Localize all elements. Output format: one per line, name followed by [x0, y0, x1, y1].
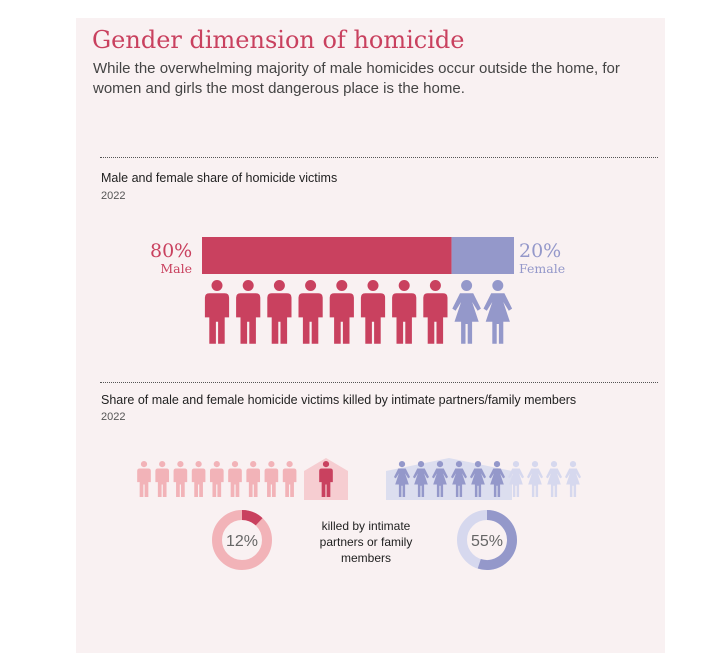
female-victim-icon — [546, 461, 562, 497]
male-victim-icon-head — [287, 461, 293, 467]
male-person-icon-head — [368, 280, 379, 291]
male-victim-icon-head — [141, 461, 147, 467]
male-person-icon-head — [274, 280, 285, 291]
male-person-icon-body — [330, 293, 354, 344]
male-person-icon-body — [236, 293, 260, 344]
male-person-icon — [423, 280, 447, 344]
section1-title: Male and female share of homicide victims — [101, 171, 338, 185]
male-victim-home-icon-head — [323, 461, 329, 467]
female-person-icon-body — [484, 293, 513, 344]
male-victim-icon — [228, 461, 242, 497]
male-victim-icon-body — [192, 468, 206, 497]
male-victim-icon-body — [210, 468, 224, 497]
section2-title: Share of male and female homicide victims killed by intimate partners/family members — [101, 393, 577, 407]
male-victim-icon — [137, 461, 151, 497]
male-person-icon-head — [430, 280, 441, 291]
male-person-icon — [205, 280, 229, 344]
male-person-icon-body — [392, 293, 416, 344]
female-victim-icon-body — [565, 468, 581, 497]
male-victim-icon-head — [159, 461, 165, 467]
section1-year: 2022 — [101, 190, 126, 202]
female-victim-home-icon-head — [437, 461, 443, 467]
male-person-icon-head — [305, 280, 316, 291]
female-victim-icon — [565, 461, 581, 497]
female-share-value: 20% — [519, 240, 562, 262]
male-person-icon-head — [336, 280, 347, 291]
female-victim-icon-head — [570, 461, 576, 467]
section2-year: 2022 — [101, 411, 126, 423]
female-donut-label: 55% — [470, 533, 504, 550]
male-victim-icon — [155, 461, 169, 497]
male-person-icon-head — [243, 280, 254, 291]
female-person-icon — [484, 280, 513, 344]
female-victim-home-icon-head — [494, 461, 500, 467]
male-person-icon-head — [399, 280, 410, 291]
male-person-icon — [299, 280, 323, 344]
female-person-icon-head — [461, 280, 472, 291]
female-victim-home-icon-head — [418, 461, 424, 467]
male-donut-arc — [242, 515, 259, 522]
male-victim-icon-body — [265, 468, 279, 497]
female-victim-home-icon-head — [475, 461, 481, 467]
male-victim-icon-head — [196, 461, 202, 467]
male-donut-label: 12% — [225, 533, 259, 550]
female-victim-icon-head — [551, 461, 557, 467]
female-victim-home-icon-head — [456, 461, 462, 467]
male-person-icon-body — [205, 293, 229, 344]
male-share-value: 80% — [150, 240, 193, 262]
male-victim-icon — [283, 461, 297, 497]
center-caption: killed by intimate partners or family members — [319, 519, 413, 565]
female-person-icon-head — [492, 280, 503, 291]
page-subtitle: While the overwhelming majority of male homicides occur outside the home, for women and girls the most dangerous place is the home. — [93, 60, 620, 97]
female-victim-icon — [527, 461, 543, 497]
male-victim-icon-head — [232, 461, 238, 467]
page-title: Gender dimension of homicide — [92, 26, 465, 54]
female-victim-icon-head — [513, 461, 519, 467]
bar-female — [452, 237, 514, 274]
male-person-icon — [330, 280, 354, 344]
male-victim-icon-body — [283, 468, 297, 497]
male-victim-icon-head — [214, 461, 220, 467]
male-person-icon — [267, 280, 291, 344]
male-victim-icon — [192, 461, 206, 497]
female-person-icon — [452, 280, 481, 344]
female-victim-home-icon-head — [399, 461, 405, 467]
male-victim-icon-body — [228, 468, 242, 497]
male-person-icon-body — [267, 293, 291, 344]
male-victim-icon — [246, 461, 260, 497]
male-person-icon — [236, 280, 260, 344]
male-victim-icon-body — [174, 468, 188, 497]
male-person-icon-body — [423, 293, 447, 344]
female-person-icon-body — [452, 293, 481, 344]
male-victim-icon-head — [250, 461, 256, 467]
male-victim-icon-body — [155, 468, 169, 497]
bar-male — [202, 237, 452, 274]
male-person-icon — [361, 280, 385, 344]
male-victim-icon — [210, 461, 224, 497]
male-share-label: Male — [160, 261, 192, 276]
male-victim-icon-head — [268, 461, 274, 467]
female-victim-icon-head — [532, 461, 538, 467]
male-person-icon-head — [212, 280, 223, 291]
male-victim-icon — [265, 461, 279, 497]
male-victim-icon-body — [246, 468, 260, 497]
male-person-icon — [392, 280, 416, 344]
female-victim-icon-body — [546, 468, 562, 497]
female-share-label: Female — [519, 261, 566, 276]
male-victim-icon — [174, 461, 188, 497]
male-victim-icon-body — [137, 468, 151, 497]
male-person-icon-body — [299, 293, 323, 344]
male-person-icon-body — [361, 293, 385, 344]
female-victim-icon-body — [527, 468, 543, 497]
male-victim-icon-head — [177, 461, 183, 467]
